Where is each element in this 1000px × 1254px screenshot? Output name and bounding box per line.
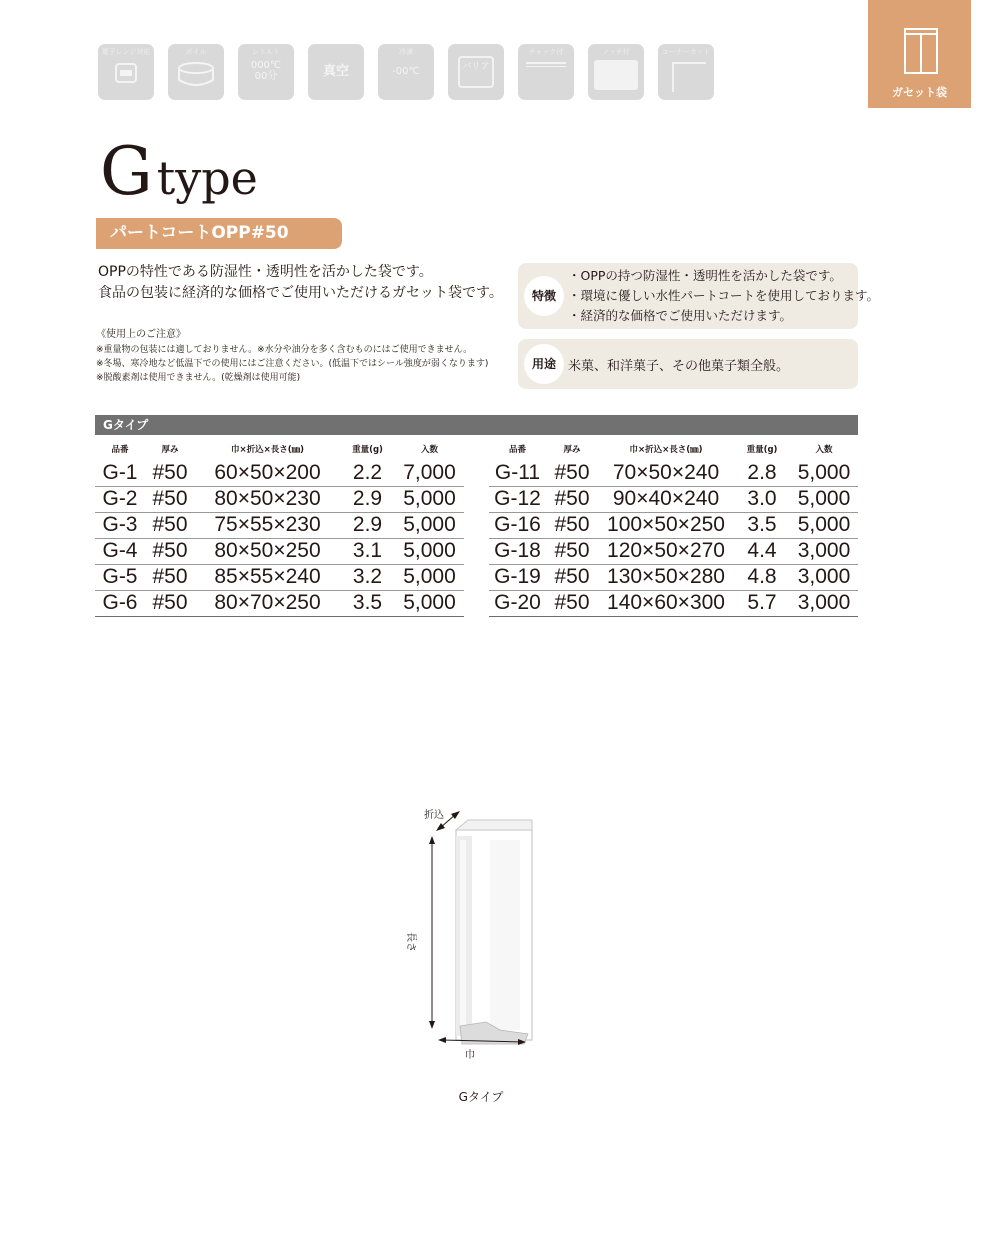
item-no-cell: G-1 — [95, 460, 145, 486]
weight-cell: 4.8 — [734, 564, 790, 590]
header-thickness: 厚み — [161, 445, 179, 455]
weight-cell: 3.5 — [734, 512, 790, 538]
feature-item: ・環境に優しい水性パートコートを使用しております。 — [568, 288, 880, 303]
table-row — [489, 486, 858, 512]
notes-title: 《使用上のご注意》 — [96, 329, 186, 340]
diagram-caption: Gタイプ — [458, 1090, 504, 1104]
corner-cut-icon: コーナーカット — [658, 44, 714, 100]
notch-icon: ノッチ付 — [588, 44, 644, 100]
table-row — [95, 486, 464, 512]
barrier-icon: バリア — [448, 44, 504, 100]
thickness-cell: #50 — [546, 590, 598, 616]
item-no-cell: G-2 — [95, 486, 145, 512]
freeze-icon: 冷凍 -00℃ — [378, 44, 434, 100]
dimensions-cell: 130×50×280 — [598, 564, 734, 590]
title-word: type — [156, 151, 258, 205]
table-header-row — [489, 438, 858, 460]
header-dimensions: 巾×折込×長さ(㎜) — [230, 445, 304, 455]
header-quantity: 入数 — [420, 445, 438, 455]
quantity-cell: 5,000 — [395, 564, 464, 590]
intro-line: 食品の包装に経済的な価格でご使用いただけるガセット袋です。 — [98, 285, 503, 301]
header-item-no: 品番 — [508, 445, 526, 455]
note-item: ※重量物の包装には適しておりません。※水分や油分を多く含むものにはご使用できません。 — [96, 345, 473, 355]
table-row — [95, 564, 464, 590]
intro-line: OPPの特性である防湿性・透明性を活かした袋です。 — [98, 264, 433, 280]
dimensions-cell: 80×50×250 — [195, 538, 340, 564]
quantity-cell: 3,000 — [790, 538, 858, 564]
table-section-title: Gタイプ — [95, 415, 858, 435]
features-list — [568, 266, 879, 326]
dimensions-cell: 90×40×240 — [598, 486, 734, 512]
gusset-bag-icon — [904, 28, 938, 74]
table-row — [95, 590, 464, 616]
category-tab[interactable] — [868, 0, 971, 108]
item-no-cell: G-16 — [489, 512, 546, 538]
quantity-cell: 5,000 — [790, 486, 858, 512]
item-no-cell: G-12 — [489, 486, 546, 512]
weight-cell: 5.7 — [734, 590, 790, 616]
spec-table-right — [489, 438, 858, 617]
quantity-cell: 7,000 — [395, 460, 464, 486]
item-no-cell: G-3 — [95, 512, 145, 538]
bag-gusset-highlight — [460, 840, 466, 1030]
quantity-cell: 3,000 — [790, 564, 858, 590]
weight-cell: 2.9 — [340, 486, 395, 512]
usage-notes — [96, 327, 488, 385]
item-no-cell: G-5 — [95, 564, 145, 590]
width-label: 巾 — [465, 1050, 475, 1061]
table-row — [489, 590, 858, 616]
spec-table-left — [95, 438, 464, 617]
boil-icon: ボイル — [168, 44, 224, 100]
dimensions-cell: 80×50×230 — [195, 486, 340, 512]
usage-box — [518, 339, 858, 389]
dimensions-cell: 80×70×250 — [195, 590, 340, 616]
title-letter: G — [100, 133, 153, 210]
thickness-cell: #50 — [546, 538, 598, 564]
features-label: 特徴 — [524, 276, 564, 316]
item-no-cell: G-20 — [489, 590, 546, 616]
item-no-cell: G-4 — [95, 538, 145, 564]
header-weight: 重量(g) — [746, 445, 778, 455]
usage-text: 米菓、和洋菓子、その他菓子類全般。 — [568, 359, 790, 374]
table-row — [95, 538, 464, 564]
dimensions-cell: 100×50×250 — [598, 512, 734, 538]
thickness-cell: #50 — [145, 538, 195, 564]
header-item-no: 品番 — [111, 445, 129, 455]
weight-cell: 3.0 — [734, 486, 790, 512]
table-row — [489, 460, 858, 486]
header-dimensions: 巾×折込×長さ(㎜) — [629, 445, 703, 455]
item-no-cell: G-6 — [95, 590, 145, 616]
thickness-cell: #50 — [145, 564, 195, 590]
weight-cell: 2.2 — [340, 460, 395, 486]
gusset-bag-diagram — [390, 800, 550, 1070]
thickness-cell: #50 — [145, 486, 195, 512]
pot-glyph — [168, 44, 224, 100]
thickness-cell: #50 — [145, 590, 195, 616]
features-box — [518, 263, 880, 329]
feature-icon-row — [98, 44, 714, 100]
dimensions-cell: 70×50×240 — [598, 460, 734, 486]
table-row — [489, 538, 858, 564]
header-thickness: 厚み — [563, 445, 581, 455]
weight-cell: 3.5 — [340, 590, 395, 616]
usage-label: 用途 — [524, 344, 564, 384]
bag-top-fold — [456, 820, 532, 830]
category-tab-label: ガセット袋 — [892, 86, 947, 99]
dimensions-cell: 60×50×200 — [195, 460, 340, 486]
weight-cell: 2.8 — [734, 460, 790, 486]
table-row — [489, 512, 858, 538]
table-row — [95, 512, 464, 538]
length-label: 長さ — [405, 932, 416, 952]
weight-cell: 2.9 — [340, 512, 395, 538]
item-no-cell: G-18 — [489, 538, 546, 564]
thickness-cell: #50 — [546, 460, 598, 486]
quantity-cell: 5,000 — [395, 512, 464, 538]
intro-text — [98, 262, 503, 304]
note-item: ※脱酸素剤は使用できません。(乾燥剤は使用可能) — [96, 373, 301, 383]
table-row — [95, 460, 464, 486]
product-name-badge: パートコートOPP#50 — [96, 218, 342, 249]
quantity-cell: 5,000 — [790, 512, 858, 538]
item-no-cell: G-19 — [489, 564, 546, 590]
weight-cell: 3.2 — [340, 564, 395, 590]
item-no-cell: G-11 — [489, 460, 546, 486]
quantity-cell: 5,000 — [395, 486, 464, 512]
zipper-icon: チャック付 — [518, 44, 574, 100]
dimensions-cell: 140×60×300 — [598, 590, 734, 616]
dimensions-cell: 85×55×240 — [195, 564, 340, 590]
bag-front-sheen — [490, 840, 520, 1030]
quantity-cell: 3,000 — [790, 590, 858, 616]
dimensions-cell: 120×50×270 — [598, 538, 734, 564]
page-title — [100, 133, 258, 210]
quantity-cell: 5,000 — [790, 460, 858, 486]
dimensions-cell: 75×55×230 — [195, 512, 340, 538]
thickness-cell: #50 — [546, 512, 598, 538]
vacuum-icon: 真空 — [308, 44, 364, 100]
quantity-cell: 5,000 — [395, 538, 464, 564]
thickness-cell: #50 — [546, 564, 598, 590]
microwave-glyph — [98, 44, 154, 100]
thickness-cell: #50 — [145, 512, 195, 538]
note-item: ※冬場、寒冷地など低温下での使用にはご注意ください。(低温下ではシール強度が弱くなります) — [96, 359, 489, 369]
header-weight: 重量(g) — [352, 445, 383, 455]
feature-item: ・OPPの持つ防湿性・透明性を活かした袋です。 — [568, 268, 842, 283]
quantity-cell: 5,000 — [395, 590, 464, 616]
thickness-cell: #50 — [546, 486, 598, 512]
table-header-row — [95, 438, 464, 460]
thickness-cell: #50 — [145, 460, 195, 486]
fold-label: 折込 — [424, 810, 444, 821]
table-row — [489, 564, 858, 590]
microwave-icon: 電子レンジ対応 — [98, 44, 154, 100]
retort-icon: レトルト 000℃ 00分 — [238, 44, 294, 100]
weight-cell: 4.4 — [734, 538, 790, 564]
header-quantity: 入数 — [815, 445, 833, 455]
feature-item: ・経済的な価格でご使用いただけます。 — [568, 308, 793, 323]
weight-cell: 3.1 — [340, 538, 395, 564]
